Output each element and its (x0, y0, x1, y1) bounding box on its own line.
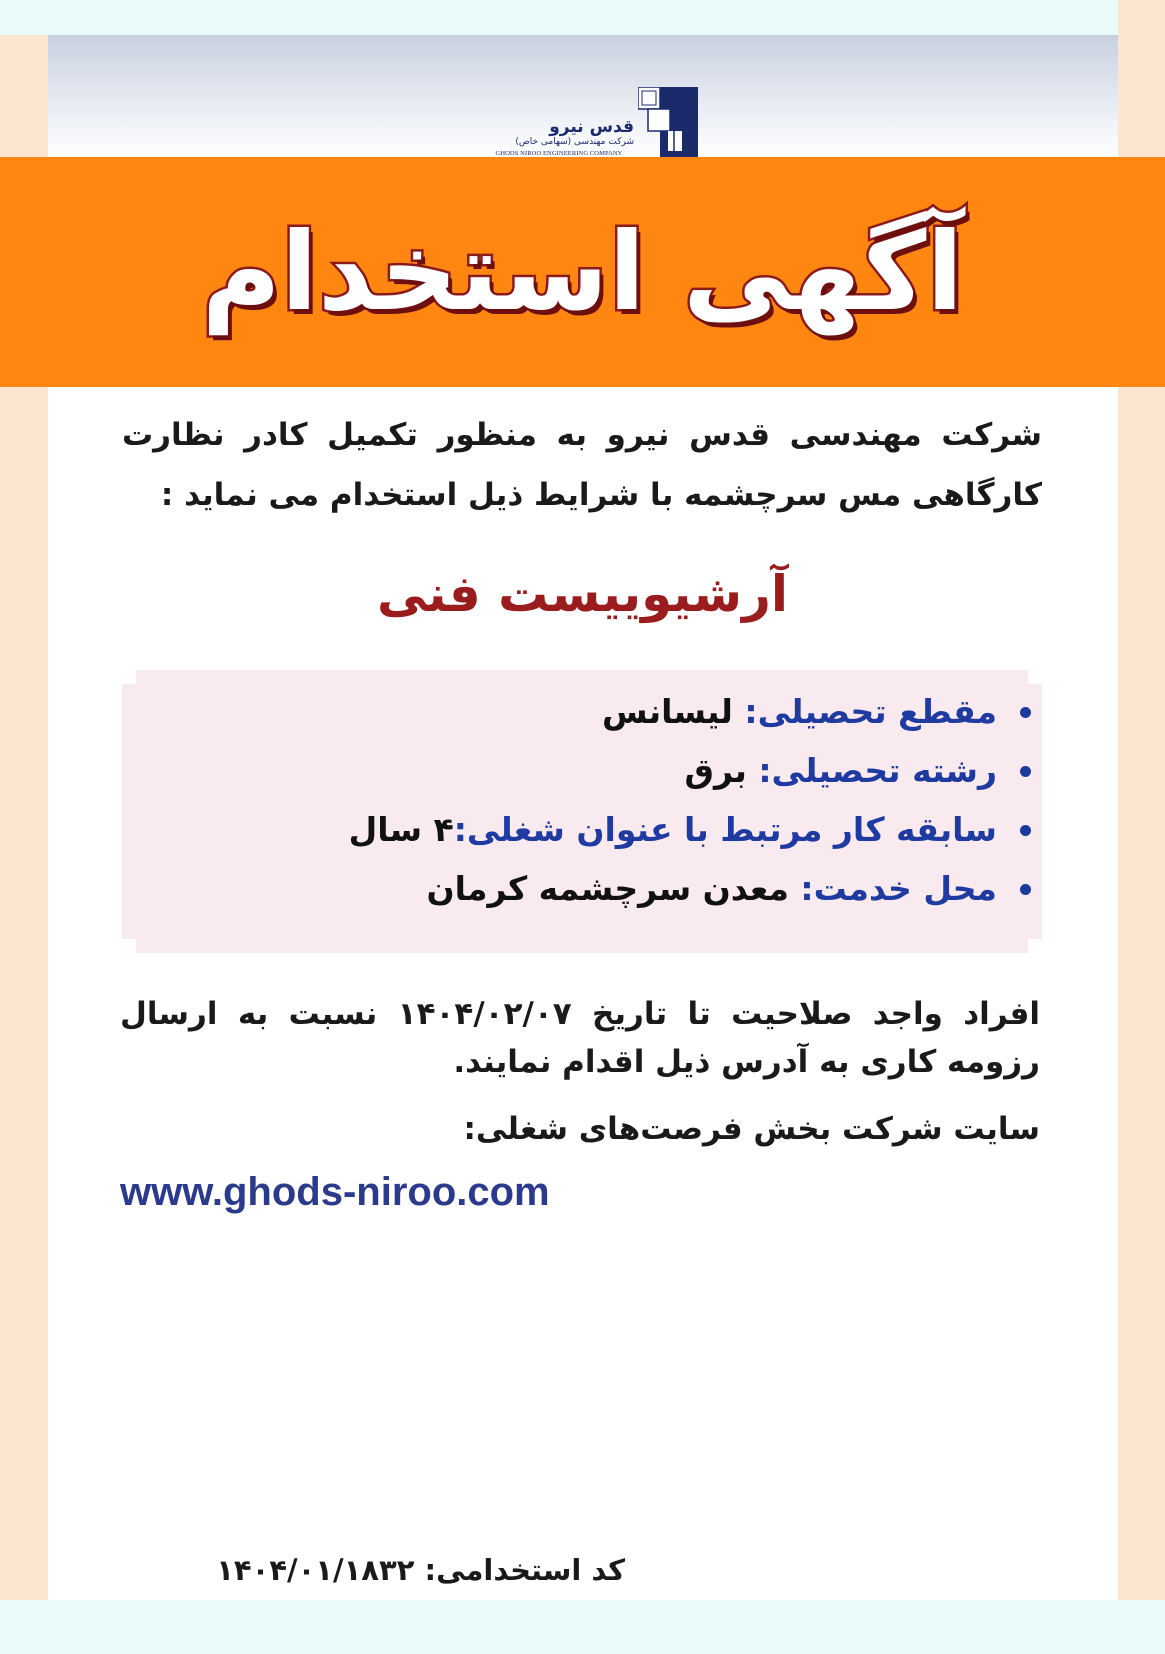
header (48, 35, 1118, 157)
requirement-value: برق (684, 751, 759, 790)
banner-title: آگهی استخدام (201, 209, 964, 335)
requirement-item (157, 800, 1037, 859)
bullet-icon (1020, 825, 1031, 836)
requirement-item (157, 741, 1037, 800)
position-title: آرشیوییست فنی (377, 565, 788, 623)
box-corner (122, 670, 136, 684)
bullet-icon (1020, 884, 1031, 895)
company-subtitle: شرکت مهندسی (سهامی خاص) (515, 137, 634, 147)
top-strip (0, 0, 1118, 35)
company-english-name: GHODS NIROO ENGINEERING COMPANY (495, 150, 623, 157)
company-name: قدس نیرو (549, 117, 634, 137)
bullet-icon (1020, 707, 1031, 718)
requirement-label: رشته تحصیلی: (758, 751, 997, 790)
bullet-icon (1020, 766, 1031, 777)
requirement-label: محل خدمت: (800, 869, 997, 908)
logo-text (484, 117, 634, 157)
website-link[interactable]: www.ghods-niroo.com (120, 1170, 550, 1214)
bottom-strip (0, 1600, 1165, 1654)
intro-paragraph: شرکت مهندسی قدس نیرو به منظور تکمیل کادر نظارت کارگاهی مس سرچشمه با شرایط ذیل استخدام می نماید : (122, 417, 1042, 513)
requirement-label: سابقه کار مرتبط با عنوان شغلی: (453, 810, 997, 849)
site-label: سایت شرکت بخش فرصت‌های شغلی: (463, 1111, 1040, 1147)
requirement-value: ۴ سال (348, 810, 454, 849)
requirement-value: معدن سرچشمه کرمان (426, 869, 801, 908)
requirement-label: مقطع تحصیلی: (744, 692, 997, 731)
application-instructions: افراد واجد صلاحیت تا تاریخ ۱۴۰۴/۰۲/۰۷ نسبت به ارسال رزومه کاری به آدرس ذیل اقدام نمایند. (120, 996, 1041, 1080)
box-corner (1028, 939, 1042, 953)
requirement-value: لیسانس (602, 692, 745, 731)
job-code: کد استخدامی: ۱۴۰۴/۰۱/۱۸۳۲ (216, 1553, 625, 1587)
requirement-item (157, 859, 1037, 918)
requirements-list (157, 682, 1037, 918)
requirement-item (157, 682, 1037, 741)
box-corner (122, 939, 136, 953)
title-banner (0, 157, 1165, 387)
